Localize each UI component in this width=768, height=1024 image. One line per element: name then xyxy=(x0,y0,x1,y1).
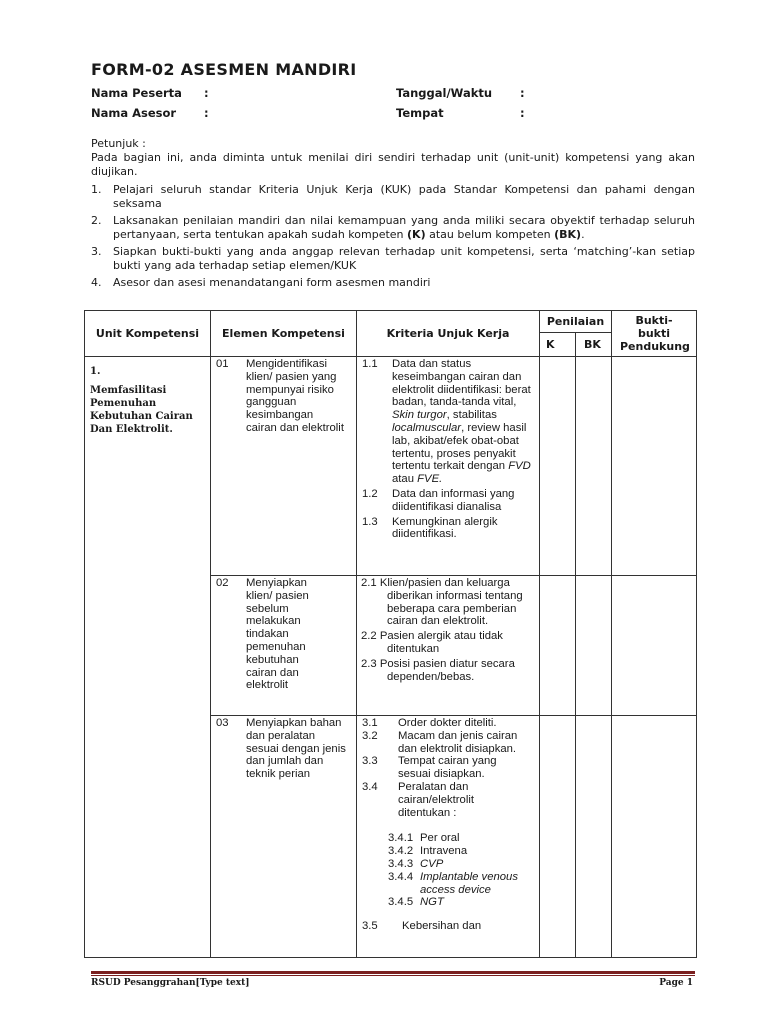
bk-check-cell[interactable] xyxy=(576,716,612,958)
bk-check-cell[interactable] xyxy=(576,357,612,576)
kuk-cell: 1.1 Data dan status keseimbangan cairan dan elektrolit diidentifikasi: berat badan, tanda-tanda vital, Skin turgor, stabilitas localmuscular, review hasil lab, akibat/efek obat-obat tertentu, proses penyakit tertentu terkait dengan FVD atau FVE. 1.2 Data dan informasi yang diidentifikasi dianalisa 1.3 Kemungkinan alergik diidentifikasi. xyxy=(357,357,540,576)
unit-cell xyxy=(85,357,211,958)
instruction-number: 2. xyxy=(91,214,102,227)
asesor-label: Nama Asesor xyxy=(91,106,177,120)
k-check-cell[interactable] xyxy=(540,716,576,958)
instruction-text: Pelajari seluruh standar Kriteria Unjuk Kerja (KUK) pada Standar Kompetensi dan pahami dengan seksama xyxy=(113,183,695,210)
kuk-cell: 2.1 Klien/pasien dan keluarga diberikan informasi tentang beberapa cara pemberian cairan dan elektrolit. 2.2 Pasien alergik atau tidak ditentukan 2.3 Posisi pasien diatur secara dependen/bebas. xyxy=(357,576,540,716)
header-unit: Unit Kompetensi xyxy=(85,311,211,357)
petunjuk-heading: Petunjuk : xyxy=(91,137,146,150)
instruction-item xyxy=(91,276,695,290)
elemen-cell: 03 Menyiapkan bahan dan peralatan sesuai dengan jenis dan jumlah dan teknik perian xyxy=(211,716,357,958)
tempat-colon: : xyxy=(520,106,525,120)
header-penilaian: Penilaian xyxy=(540,311,612,333)
form-title: FORM-02 ASESMEN MANDIRI xyxy=(91,60,357,79)
header-kuk: Kriteria Unjuk Kerja xyxy=(357,311,540,357)
unit-name: Memfasilitasi Pemenuhan Kebutuhan Cairan Dan Elektrolit. xyxy=(90,385,193,435)
instruction-text: Laksanakan penilaian mandiri dan nilai kemampuan yang anda miliki secara obyektif terhadap seluruh pertanyaan, serta tentukan apakah sudah kompeten (K) atau belum kompeten (BK). xyxy=(113,214,695,241)
assessment-table xyxy=(84,310,697,958)
unit-number: 1. xyxy=(90,366,101,377)
instruction-item xyxy=(91,214,695,242)
header-bukti: Bukti-bukti Pendukung xyxy=(612,311,697,357)
tanggal-label: Tanggal/Waktu xyxy=(396,86,493,100)
instruction-list xyxy=(91,183,695,293)
tempat-label: Tempat xyxy=(396,106,444,120)
footer-page: Page 1 xyxy=(659,978,693,988)
bukti-cell[interactable] xyxy=(612,357,697,576)
bukti-cell[interactable] xyxy=(612,716,697,958)
header-bk: BK xyxy=(576,333,612,357)
elemen-cell: 02 Menyiapkan klien/ pasien sebelum melakukan tindakan pemenuhan kebutuhan cairan dan elektrolit xyxy=(211,576,357,716)
kuk-cell: 3.1 Order dokter diteliti. 3.2 Macam dan jenis cairan dan elektrolit disiapkan. 3.3 Tempat cairan yang sesuai disiapkan. 3.4 Peralatan dan cairan/elektrolit ditentukan : 3.4.1 Per oral 3.4.2 Intravena 3.4.3 CVP 3.4.4 Implantable venous access device 3.4.5 NGT 3.5 Kebersihan dan xyxy=(357,716,540,958)
instruction-number: 3. xyxy=(91,245,102,258)
instruction-number: 1. xyxy=(91,183,102,196)
instruction-text: Siapkan bukti-bukti yang anda anggap relevan terhadap unit kompetensi, serta ‘matching’-kan setiap bukti yang ada terhadap setiap elemen/KUK xyxy=(113,245,695,272)
instruction-item xyxy=(91,183,695,211)
k-check-cell[interactable] xyxy=(540,357,576,576)
table-row xyxy=(85,357,697,576)
peserta-colon: : xyxy=(204,86,209,100)
footer-left: RSUD Pesanggrahan[Type text] xyxy=(91,978,250,988)
sub-list: 3.4.1 Per oral 3.4.2 Intravena 3.4.3 CVP 3.4.4 Implantable venous access device 3.4.5 NGT xyxy=(388,832,518,909)
tanggal-colon: : xyxy=(520,86,525,100)
header-elemen: Elemen Kompetensi xyxy=(211,311,357,357)
petunjuk-intro: Pada bagian ini, anda diminta untuk menilai diri sendiri terhadap unit (unit-unit) kompetensi yang akan diujikan. xyxy=(91,151,695,178)
asesor-colon: : xyxy=(204,106,209,120)
instruction-number: 4. xyxy=(91,276,102,289)
instruction-text: Asesor dan asesi menandatangani form asesmen mandiri xyxy=(113,276,431,289)
peserta-label: Nama Peserta xyxy=(91,86,182,100)
header-k: K xyxy=(540,333,576,357)
elemen-cell: 01 Mengidentifikasi klien/ pasien yang mempunyai risiko gangguan kesimbangan cairan dan elektrolit xyxy=(211,357,357,576)
bk-check-cell[interactable] xyxy=(576,576,612,716)
footer-rule xyxy=(91,971,695,974)
bukti-cell[interactable] xyxy=(612,576,697,716)
k-check-cell[interactable] xyxy=(540,576,576,716)
instruction-item xyxy=(91,245,695,273)
footer-rule-thin xyxy=(91,975,695,976)
